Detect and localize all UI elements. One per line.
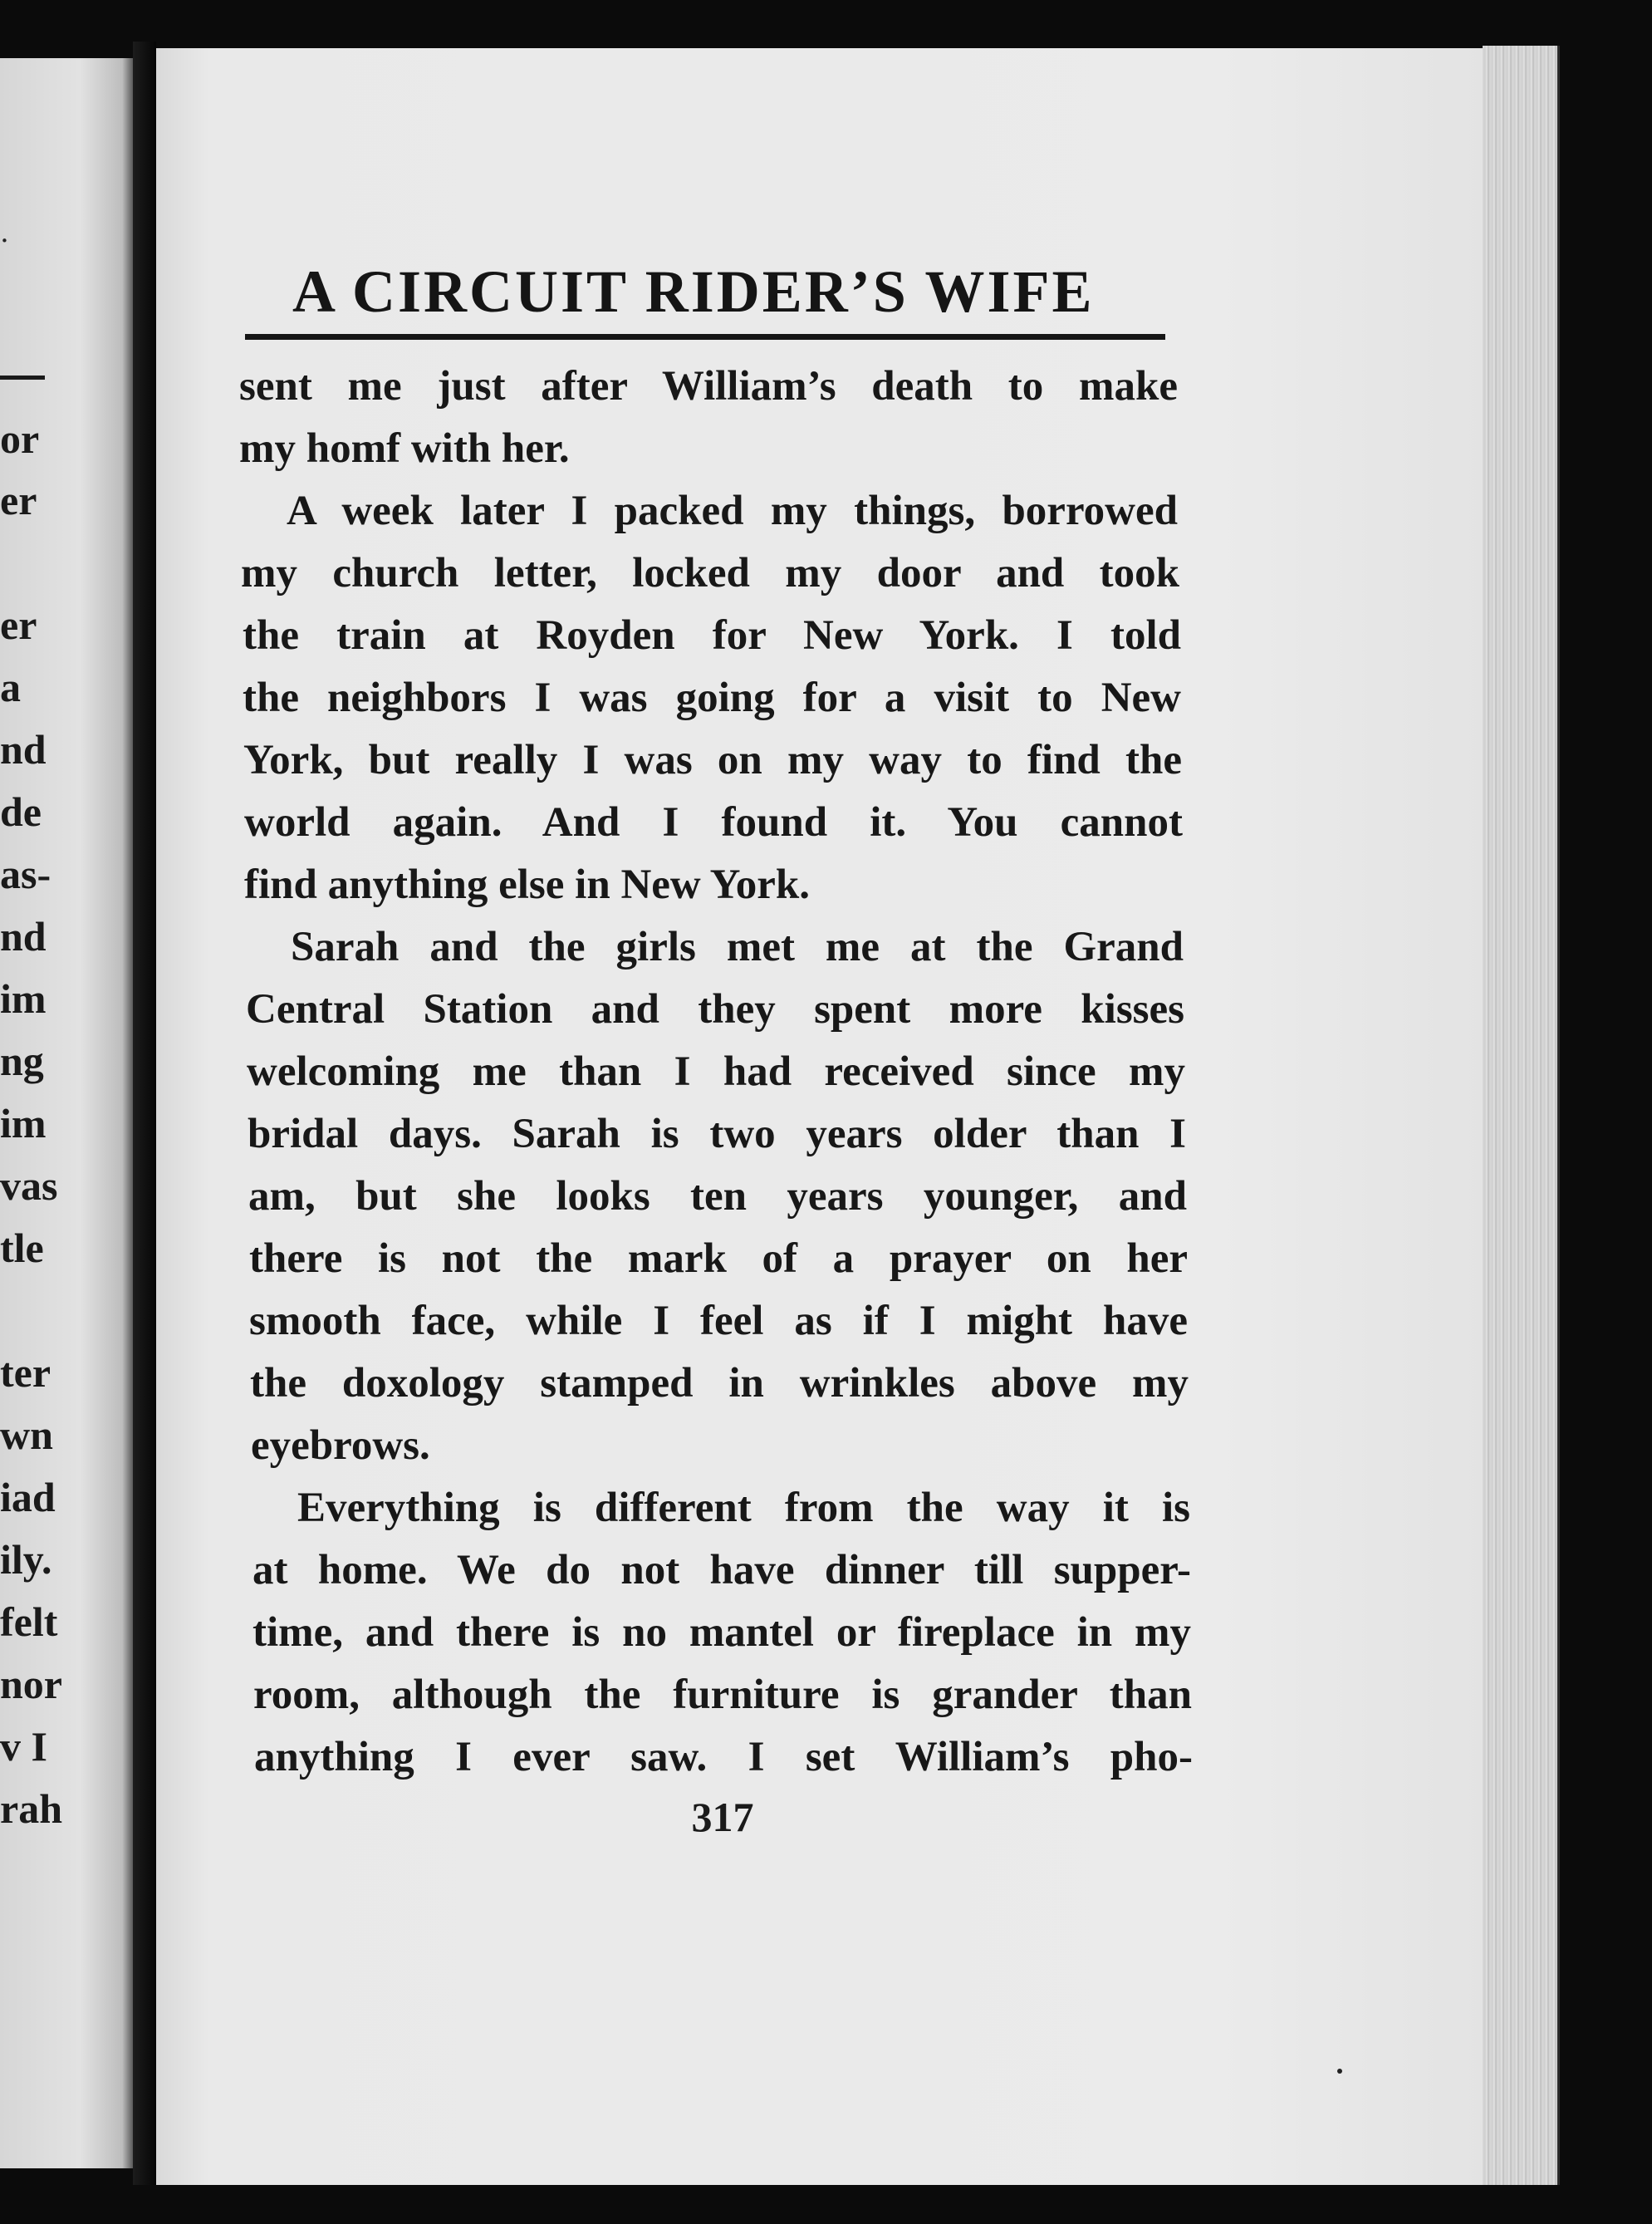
facing-fragment: im (0, 1100, 47, 1146)
text-line: there is not the mark of a prayer on her (249, 1235, 1188, 1282)
facing-fragment: wn (0, 1411, 53, 1458)
facing-page-rule (0, 376, 45, 380)
facing-fragment: ter (0, 1349, 51, 1396)
text-line: anything I ever saw. I set William’s pho- (254, 1734, 1193, 1780)
text-line: room, although the furniture is grander than (253, 1672, 1192, 1718)
bottom-shadow (133, 2185, 1652, 2224)
text-line: bridal days. Sarah is two years older than I (248, 1111, 1186, 1157)
facing-fragment: ng (0, 1038, 44, 1084)
facing-page (0, 58, 133, 2168)
text-line: eyebrows. (251, 1422, 430, 1469)
page-number: 317 (691, 1794, 754, 1840)
facing-fragment: iad (0, 1474, 56, 1520)
facing-fragment: v I (0, 1723, 47, 1770)
facing-fragment: a (0, 664, 21, 710)
facing-fragment: tle (0, 1225, 44, 1271)
facing-fragment: ily. (0, 1536, 52, 1583)
facing-fragment: nor (0, 1661, 62, 1707)
text-line: Sarah and the girls met me at the Grand (291, 924, 1184, 970)
text-line: sent me just after William’s death to make (239, 363, 1178, 410)
text-line: my church letter, locked my door and took (241, 550, 1179, 597)
page-edges (1483, 46, 1561, 2185)
text-line: welcoming me than I had received since my (247, 1048, 1185, 1095)
facing-page-mark: . (0, 216, 9, 249)
book-gutter (133, 42, 156, 2185)
text-line: my homf with her. (239, 425, 570, 472)
text-line: A week later I packed my things, borrowed (287, 488, 1178, 534)
facing-fragment: as- (0, 851, 51, 897)
text-line: smooth face, while I feel as if I might have (249, 1298, 1188, 1344)
facing-fragment: er (0, 477, 37, 523)
facing-fragment: rah (0, 1785, 62, 1832)
text-line: world again. And I found it. You cannot (244, 799, 1183, 846)
facing-fragment: de (0, 788, 42, 835)
running-head-rule (245, 334, 1165, 340)
text-line: find anything else in New York. (244, 862, 811, 908)
text-line: at home. We do not have dinner till supper- (252, 1547, 1191, 1593)
running-head: A CIRCUIT RIDER’S WIFE (292, 258, 1095, 325)
text-line: York, but really I was on my way to find the (243, 737, 1182, 783)
text-line: Central Station and they spent more kisses (246, 986, 1184, 1033)
facing-fragment: or (0, 415, 40, 462)
facing-fragment: er (0, 601, 37, 648)
facing-fragment: nd (0, 913, 47, 960)
facing-fragment: vas (0, 1162, 58, 1209)
text-line: time, and there is no mantel or fireplace in my (252, 1609, 1191, 1656)
text-line: the train at Royden for New York. I told (243, 612, 1181, 659)
text-line: Everything is different from the way it is (297, 1485, 1190, 1531)
ink-speck (1337, 2069, 1342, 2074)
text-line: the doxology stamped in wrinkles above my (250, 1360, 1189, 1407)
facing-fragment: im (0, 975, 47, 1022)
text-line: am, but she looks ten years younger, and (248, 1173, 1187, 1220)
facing-fragment: nd (0, 726, 47, 773)
background-edge (1560, 42, 1652, 2224)
text-line: the neighbors I was going for a visit to New (243, 675, 1181, 721)
facing-fragment: felt (0, 1598, 58, 1645)
